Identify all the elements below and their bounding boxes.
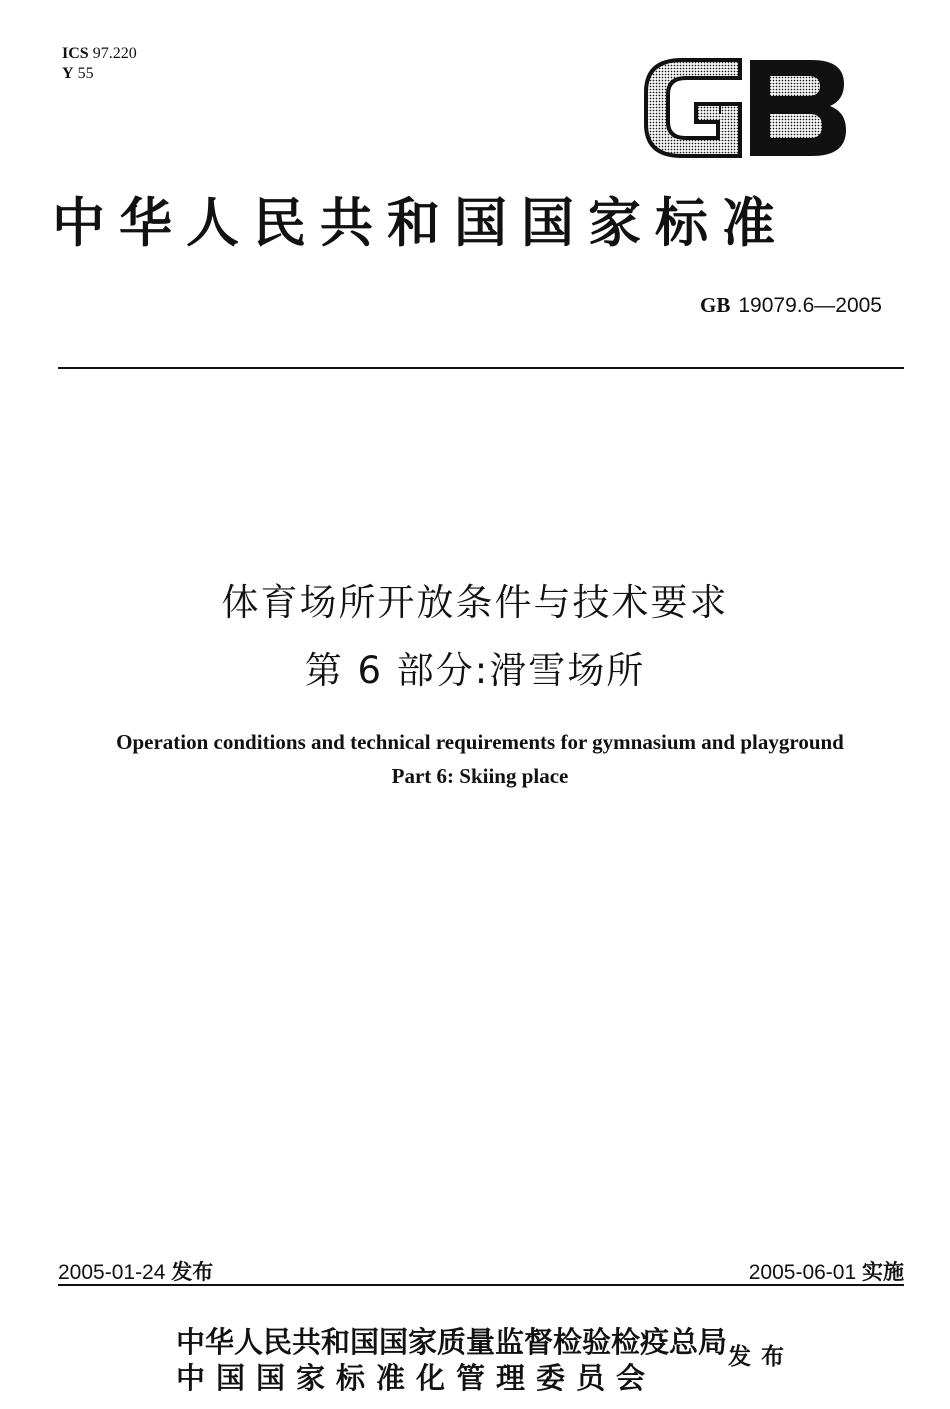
logo-letter-g [646,60,740,156]
standard-number [700,293,882,318]
header-divider [58,367,904,369]
footer-divider [58,1284,904,1286]
standard-prefix: GB [700,293,731,317]
title-en-line1: Operation conditions and technical requirements for gymnasium and playground [116,730,844,754]
title-en-line2: Part 6: Skiing place [391,764,569,788]
logo-letter-b [750,60,846,156]
logo-text: GB [640,52,642,53]
gb-logo [640,52,852,164]
publish-label: 发布 [728,1343,794,1370]
ics-value: 97.220 [92,45,137,62]
issue-date [58,1256,213,1286]
ccs-code [62,64,137,84]
national-standard-title: 中华人民共和国国家标准 [52,192,789,254]
title-cn-line2: 第 6 部分:滑雪场所 [304,649,646,692]
ccs-value: 55 [77,65,94,82]
issuer-line1: 中华人民共和国国家质量监督检验检疫总局 [176,1325,728,1359]
classification-codes [62,44,137,84]
standard-code: 19079.6—2005 [738,294,882,317]
ics-code [62,44,137,64]
ccs-label: Y [62,65,74,82]
effective-label: 实施 [862,1260,904,1284]
effective-date-value: 2005-06-01 [748,1261,857,1284]
ics-label: ICS [62,45,89,62]
issue-date-value: 2005-01-24 [58,1261,166,1284]
effective-date [749,1256,904,1286]
title-cn-line1: 体育场所开放条件与技术要求 [221,581,729,624]
issuer-line2: 中国国家标准化管理委员会 [176,1361,657,1395]
issue-label: 发布 [171,1260,214,1284]
